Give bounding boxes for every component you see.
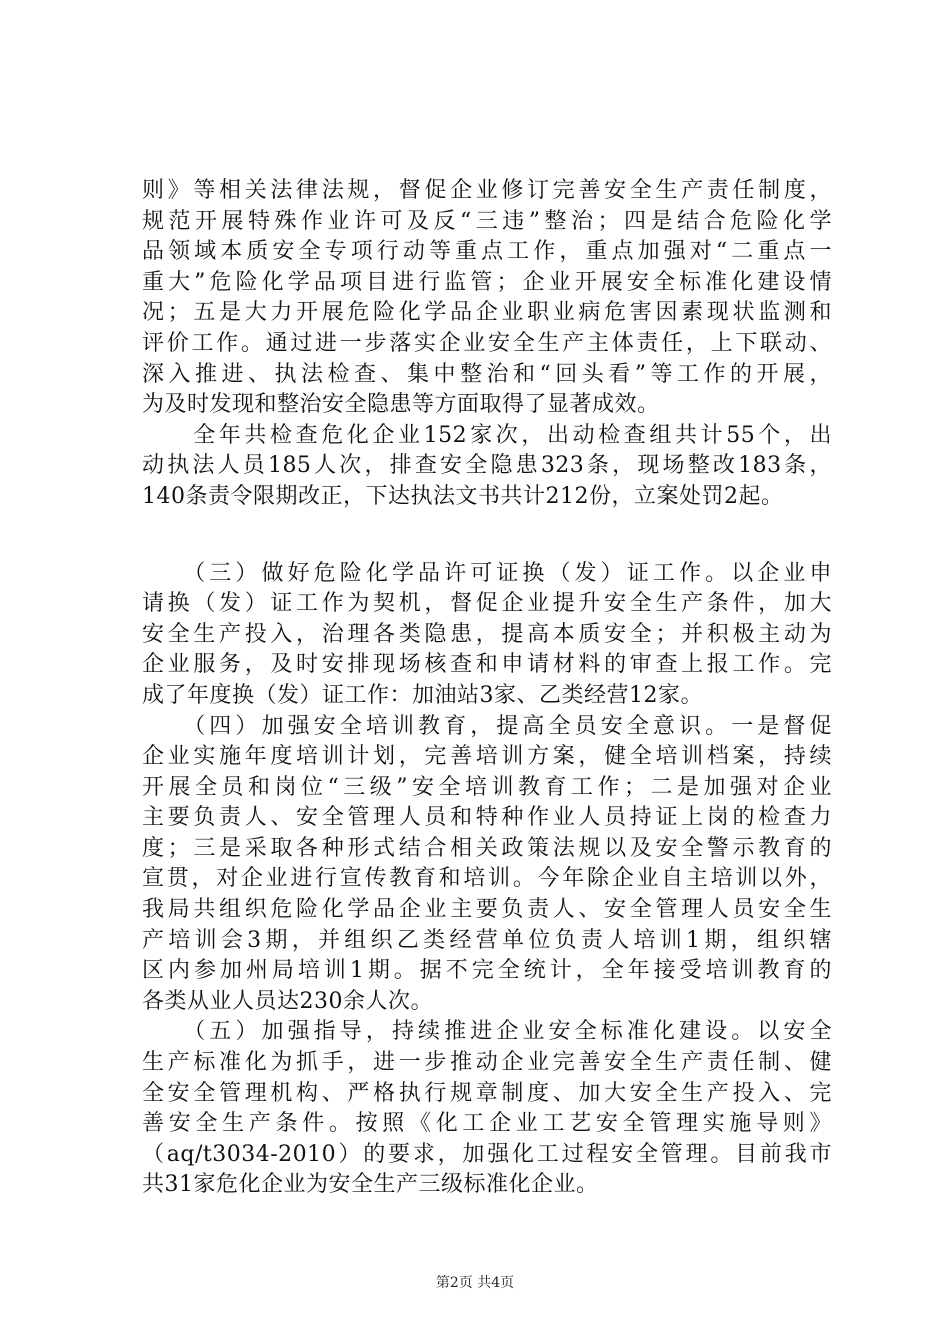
text-line: 动执法人员185人次，排查安全隐患323条，现场整改183条， xyxy=(142,453,832,479)
text-line: 成了年度换（发）证工作：加油站3家、乙类经营12家。 xyxy=(142,682,703,708)
text-line: 深入推进、执法检查、集中整治和“回头看”等工作的开展， xyxy=(142,361,832,387)
text-line: 生产标准化为抓手，进一步推动企业完善安全生产责任制、健 xyxy=(142,1050,832,1076)
text-line: （五）加强指导，持续推进企业安全标准化建设。以安全 xyxy=(142,1019,832,1045)
text-line: 为及时发现和整治安全隐患等方面取得了显著成效。 xyxy=(142,392,660,418)
text-line: 安全生产投入，治理各类隐患，提高本质安全；并积极主动为 xyxy=(142,621,832,647)
text-line: 品领域本质安全专项行动等重点工作，重点加强对“二重点一 xyxy=(142,239,832,265)
text-line: 全安全管理机构、严格执行规章制度、加大安全生产投入、完 xyxy=(142,1080,832,1106)
paragraph-gap xyxy=(142,513,832,559)
text-line: 共31家危化企业为安全生产三级标准化企业。 xyxy=(142,1172,599,1198)
document-body xyxy=(142,176,832,1201)
text-line: （三）做好危险化学品许可证换（发）证工作。以企业申 xyxy=(142,560,832,586)
text-line: 140条责令限期改正，下达执法文书共计212份，立案处罚2起。 xyxy=(142,483,784,509)
text-line: 全年共检查危化企业152家次，出动检查组共计55个，出 xyxy=(142,422,832,448)
text-line: 重大”危险化学品项目进行监管；企业开展安全标准化建设情 xyxy=(142,269,832,295)
paragraph xyxy=(142,559,832,712)
text-line: 评价工作。通过进一步落实企业安全生产主体责任，上下联动、 xyxy=(142,330,832,356)
text-line: 我局共组织危险化学品企业主要负责人、安全管理人员安全生 xyxy=(142,897,832,923)
text-line: 善安全生产条件。按照《化工企业工艺安全管理实施导则》 xyxy=(142,1111,832,1137)
text-line: 区内参加州局培训1期。据不完全统计，全年接受培训教育的 xyxy=(142,958,832,984)
text-line: 况；五是大力开展危险化学品企业职业病危害因素现状监测和 xyxy=(142,300,832,326)
text-line: 则》等相关法律法规，督促企业修订完善安全生产责任制度， xyxy=(142,178,832,203)
text-line: 主要负责人、安全管理人员和特种作业人员持证上岗的检查力 xyxy=(142,805,832,831)
text-line: 产培训会3期，并组织乙类经营单位负责人培训1期，组织辖 xyxy=(142,927,832,953)
text-line: 度；三是采取各种形式结合相关政策法规以及安全警示教育的 xyxy=(142,835,832,861)
text-line: （四）加强安全培训教育，提高全员安全意识。一是督促 xyxy=(142,713,832,739)
page-footer xyxy=(0,1272,950,1292)
paragraph xyxy=(142,1017,832,1201)
text-line: 开展全员和岗位“三级”安全培训教育工作；二是加强对企业 xyxy=(142,774,832,800)
text-line: 规范开展特殊作业许可及反“三违”整治；四是结合危险化学 xyxy=(142,208,832,234)
paragraph xyxy=(142,421,832,513)
text-line: 请换（发）证工作为契机，督促企业提升安全生产条件，加大 xyxy=(142,591,832,617)
text-line: 企业服务，及时安排现场核查和申请材料的审查上报工作。完 xyxy=(142,652,832,678)
text-line: 企业实施年度培训计划，完善培训方案，健全培训档案，持续 xyxy=(142,744,832,770)
text-line: （aq/t3034-2010）的要求，加强化工过程安全管理。目前我市 xyxy=(142,1141,832,1167)
text-line: 宣贯，对企业进行宣传教育和培训。今年除企业自主培训以外， xyxy=(142,866,832,892)
paragraph xyxy=(142,176,832,421)
text-line: 各类从业人员达230余人次。 xyxy=(142,988,433,1014)
paragraph xyxy=(142,712,832,1018)
page-number: 第2页 共4页 xyxy=(435,1275,515,1291)
